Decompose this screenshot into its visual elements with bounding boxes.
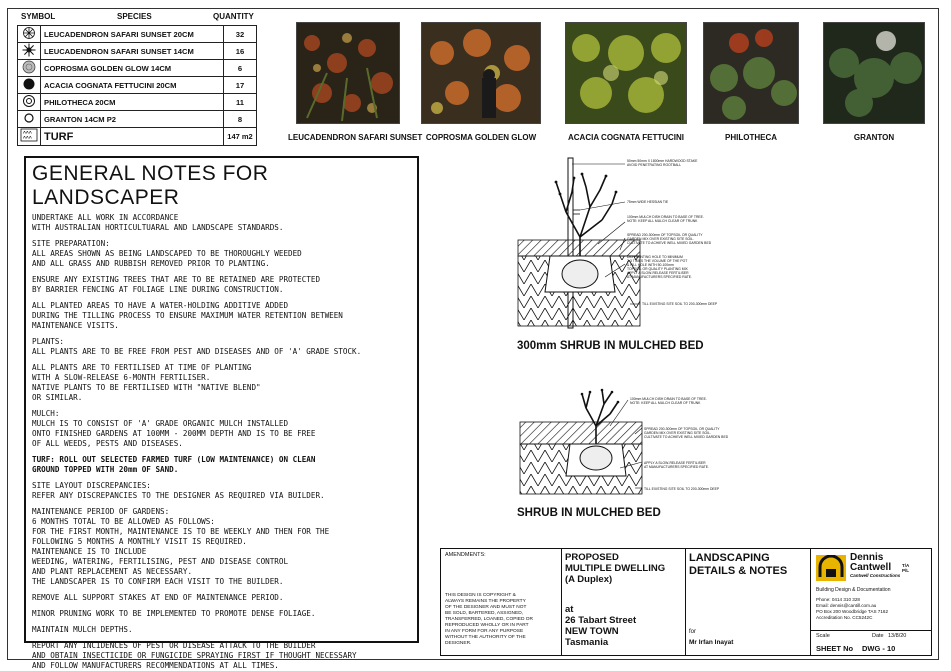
title-block bbox=[440, 548, 932, 656]
plant-photo bbox=[823, 22, 925, 142]
note-paragraph: UNDERTAKE ALL WORK IN ACCORDANCE WITH AUSTRALIAN HORTICULTUARAL AND LANDSCAPE STANDARDS. bbox=[32, 213, 284, 232]
legend-row bbox=[18, 43, 257, 60]
project-at: at bbox=[565, 604, 574, 615]
legend-row bbox=[18, 128, 257, 146]
diagram-note: 75mm WIDE HESSIAN TIE bbox=[627, 200, 669, 204]
drawing-title: LANDSCAPING DETAILS & NOTES bbox=[689, 552, 788, 577]
company-tp: T/A P/L bbox=[902, 563, 910, 573]
plant-photo-strip bbox=[280, 22, 935, 142]
coprosma-photo bbox=[421, 22, 541, 124]
company-logo-icon bbox=[816, 555, 846, 581]
photo-caption: PHILOTHECA bbox=[725, 133, 777, 142]
company-name: Dennis Cantwell bbox=[850, 552, 892, 573]
diagram-note: TILL EXISTING SITE SOIL TO 200-300mm DEEP bbox=[644, 487, 720, 491]
company-subname: Cantwell Constructions bbox=[850, 573, 901, 578]
diagram-note: DIG PLANTING HOLE TO MINIMUM 2-3 TIMES THE VOLUME OF THE POT & FILL HOLE WITH 50-100mm TOPSOIL OR QUALITY PLANTING MIX APPLY A SLOW-RELEASE FERTILISER AT MANUFACTURERS SPECIFIED RATE. bbox=[627, 255, 692, 279]
star-burst-icon bbox=[22, 43, 36, 57]
small-circle-icon bbox=[22, 111, 36, 125]
filled-circle-icon bbox=[22, 77, 36, 91]
company-contact: Phone: 0414 310 328 Email: dennis@cantill.com.au PO Box 200 Woodbridge TAS 7162 Accreditation No. CC5242C bbox=[816, 597, 889, 620]
photo-caption: LEUCADENDRON SAFARI SUNSET bbox=[288, 133, 423, 142]
granton-photo bbox=[823, 22, 925, 124]
legend-species: TURF bbox=[41, 128, 224, 146]
general-notes-title: GENERAL NOTES FOR LANDSCAPER bbox=[32, 162, 269, 209]
plant-photo bbox=[565, 22, 687, 142]
amendments-cell bbox=[441, 549, 562, 655]
shrub-diagram bbox=[510, 378, 770, 508]
note-paragraph: ENSURE ANY EXISTING TREES THAT ARE TO BE RETAINED ARE PROTECTED BY BARRIER FENCING AT FOLIAGE LINE DURING CONSTRUCTION. bbox=[32, 275, 321, 294]
general-notes-panel bbox=[24, 156, 419, 670]
legend-qty: 17 bbox=[224, 77, 257, 94]
legend-species: ACACIA COGNATA FETTUCINI 20CM bbox=[41, 77, 224, 94]
plant-legend bbox=[17, 12, 257, 146]
note-paragraph: ALL PLANTED AREAS TO HAVE A WATER-HOLDING ADDITIVE ADDED DURING THE TILLING PROCESS TO ENSURE MAXIMUM WATER RETENTION BETWEEN MAINTENANCE VISITS. bbox=[32, 301, 343, 330]
client-name: Mr Irfan Inayat bbox=[689, 639, 734, 646]
note-paragraph: MAINTENANCE PERIOD OF GARDENS: 6 MONTHS TOTAL TO BE ALLOWED AS FOLLOWS: FOR THE FIRST MONTH, MAINTENANCE IS TO BE WEEKLY AND THEN FOR THE FOLLOWING 5 MONTHS A MONTHLY VISIT IS REQUIRED. MAINTENANCE IS TO INCLUDE WEEDING, WATERING, FERTILISING, PEST AND DISEASE CONTROL AND PLANT REPLACEMENT AS NECESSARY. THE LANDSCAPER IS TO CONFIRM EACH VISIT TO THE BUILDER. bbox=[32, 507, 330, 586]
note-paragraph: SITE PREPARATION: ALL AREAS SHOWN AS BEING LANDSCAPED TO BE THOROUGHLY WEEDED AND ALL GRASS AND RUBBISH REMOVED PRIOR TO PLANTING. bbox=[32, 239, 302, 268]
turf-hatch-icon bbox=[20, 128, 38, 142]
note-paragraph: MAINTAIN MULCH DEPTHS. bbox=[32, 625, 133, 634]
diagram-note: 50mm 50mm X 1800mm HARDWOOD STAKE AVOID PENETRATING ROOTBALL bbox=[627, 159, 698, 167]
philotheca-photo bbox=[703, 22, 799, 124]
legend-qty: 8 bbox=[224, 111, 257, 128]
note-paragraph: PLANTS: ALL PLANTS ARE TO BE FREE FROM PEST AND DISEASES AND OF 'A' GRADE STOCK. bbox=[32, 337, 362, 356]
diagram-note: 100mm MULCH DISH DRAIN TO BASE OF TREE. NOTE: KEEP ALL MULCH CLEAR OF TRUNK bbox=[630, 397, 707, 405]
shrub-300-diagram bbox=[510, 152, 770, 342]
legend-qty: 16 bbox=[224, 43, 257, 60]
date-value: 13/8/20 bbox=[888, 633, 907, 639]
legend-species: GRANTON 14CM P2 bbox=[41, 111, 224, 128]
drawing-title-cell bbox=[685, 549, 811, 655]
shrub-300-caption: 300mm SHRUB IN MULCHED BED bbox=[517, 340, 704, 352]
diagram-note: TILL EXISTING SITE SOIL TO 200-300mm DEEP bbox=[642, 302, 718, 306]
diagram-note: APPLY A SLOW-RELEASE FERTILISER AT MANUFACTURERS SPECIFIED RATE. bbox=[644, 461, 709, 469]
note-paragraph: REPORT ANY INCIDENCES OF PEST OR DISEASE ATTACK TO THE BUILDER AND OBTAIN INSECTICIDE OR FUNGICIDE SPRAYING FIRST IF THOUGHT NECESSARY AND FOLLOW MANUFACTURERS RECOMMENDATIONS AT ALL TIMES. bbox=[32, 641, 357, 670]
svg-text:^^^: ^^^ bbox=[23, 136, 32, 142]
legend-species: COPROSMA GOLDEN GLOW 14CM bbox=[41, 60, 224, 77]
note-paragraph: MULCH: MULCH IS TO CONSIST OF 'A' GRADE ORGANIC MULCH INSTALLED ONTO FINISHED GARDENS AT 100MM - 200MM DEPTH AND IS TO BE FREE OF ALL WEEDS, PESTS AND DISEASES. bbox=[32, 409, 316, 448]
photo-caption: GRANTON bbox=[853, 133, 895, 142]
legend-row bbox=[18, 26, 257, 43]
company-cell bbox=[810, 549, 931, 655]
plant-photo bbox=[703, 22, 799, 142]
svg-text:^^^: ^^^ bbox=[23, 131, 32, 137]
legend-qty: 147 m2 bbox=[224, 128, 257, 146]
legend-row bbox=[18, 111, 257, 128]
legend-species: LEUCADENDRON SAFARI SUNSET 20CM bbox=[41, 26, 224, 43]
sheet-number: DWG - 10 bbox=[862, 644, 896, 653]
project-description: PROPOSED MULTIPLE DWELLING (A Duplex) bbox=[565, 552, 666, 585]
note-paragraph: REMOVE ALL SUPPORT STAKES AT END OF MAINTENANCE PERIOD. bbox=[32, 593, 284, 602]
legend-table bbox=[17, 25, 257, 146]
legend-header-quantity: QUANTITY bbox=[213, 12, 254, 21]
legend-qty: 11 bbox=[224, 94, 257, 111]
sheet-label: SHEET No bbox=[816, 644, 854, 653]
photo-caption: ACACIA COGNATA FETTUCINI bbox=[568, 133, 684, 142]
legend-header-species: SPECIES bbox=[117, 12, 152, 21]
legend-qty: 32 bbox=[224, 26, 257, 43]
amendments-label: AMENDMENTS: bbox=[445, 552, 486, 558]
copyright-notice: THIS DESIGN IS COPYRIGHT & ALWAYS REMAINS THE PROPERTY OF THE DESIGNER AND MUST NOT BE SOLD, BARTERED, ASSIGNED, TRANSFERRED, LOANED, COPIED OR REPRODUCED WHOLLY OR IN PART IN ANY FORM FOR ANY PURPOSE WITHOUT THE AUTHORITY OF THE DESIGNER. bbox=[445, 593, 533, 646]
legend-qty: 6 bbox=[224, 60, 257, 77]
note-paragraph: ALL PLANTS ARE TO FERTILISED AT TIME OF PLANTING WITH A SLOW-RELEASE 6-MONTH FERTILISER. NATIVE PLANTS TO BE FERTILISED WITH "NATIVE BLEND" OR SIMILAR. bbox=[32, 363, 261, 402]
note-paragraph: MINOR PRUNING WORK TO BE IMPLEMENTED TO PROMOTE DENSE FOLIAGE. bbox=[32, 609, 316, 618]
legend-row bbox=[18, 94, 257, 111]
note-paragraph: SITE LAYOUT DISCREPANCIES: REFER ANY DISCREPANCIES TO THE DESIGNER AS REQUIRED VIA BUILDER. bbox=[32, 481, 325, 500]
legend-species: LEUCADENDRON SAFARI SUNSET 14CM bbox=[41, 43, 224, 60]
double-circle-icon bbox=[22, 94, 36, 108]
project-address: 26 Tabart Street NEW TOWN Tasmania bbox=[565, 615, 637, 648]
scale-label: Scale bbox=[816, 633, 830, 639]
date-label: Date bbox=[872, 633, 884, 639]
diagram-note: 100mm MULCH DISH DRAIN TO BASE OF TREE. NOTE: KEEP ALL MULCH CLEAR OF TRUNK bbox=[627, 215, 704, 223]
diagram-note: SPREAD 200-300mm OF TOPSOIL OR QUALITY GARDEN MIX OVER EXISTING SITE SOIL. CULTIVATE TO ACHIEVE WELL MIXED GARDEN BED bbox=[627, 233, 712, 245]
shrub-caption: SHRUB IN MULCHED BED bbox=[517, 507, 661, 519]
photo-caption: COPROSMA GOLDEN GLOW bbox=[425, 133, 537, 142]
legend-row bbox=[18, 77, 257, 94]
plant-photo bbox=[288, 22, 423, 142]
shaded-circle-icon bbox=[22, 60, 36, 74]
legend-header-symbol: SYMBOL bbox=[21, 12, 56, 21]
plant-photo bbox=[421, 22, 541, 142]
star-outline-icon bbox=[22, 26, 36, 40]
note-paragraph: TURF: ROLL OUT SELECTED FARMED TURF (LOW MAINTENANCE) ON CLEAN GROUND TOPPED WITH 20mm OF SAND. bbox=[32, 455, 316, 474]
project-cell bbox=[561, 549, 686, 655]
legend-species: PHILOTHECA 20CM bbox=[41, 94, 224, 111]
acacia-photo bbox=[565, 22, 687, 124]
leucadendron-photo bbox=[296, 22, 400, 124]
for-label: for bbox=[689, 629, 697, 635]
legend-row bbox=[18, 60, 257, 77]
company-services: Building Design & Documentation bbox=[816, 587, 891, 593]
diagram-note: SPREAD 200-300mm OF TOPSOIL OR QUALITY GARDEN MIX OVER EXISTING SITE SOIL. CULTIVATE TO ACHIEVE WELL MIXED GARDEN BED bbox=[644, 427, 729, 439]
